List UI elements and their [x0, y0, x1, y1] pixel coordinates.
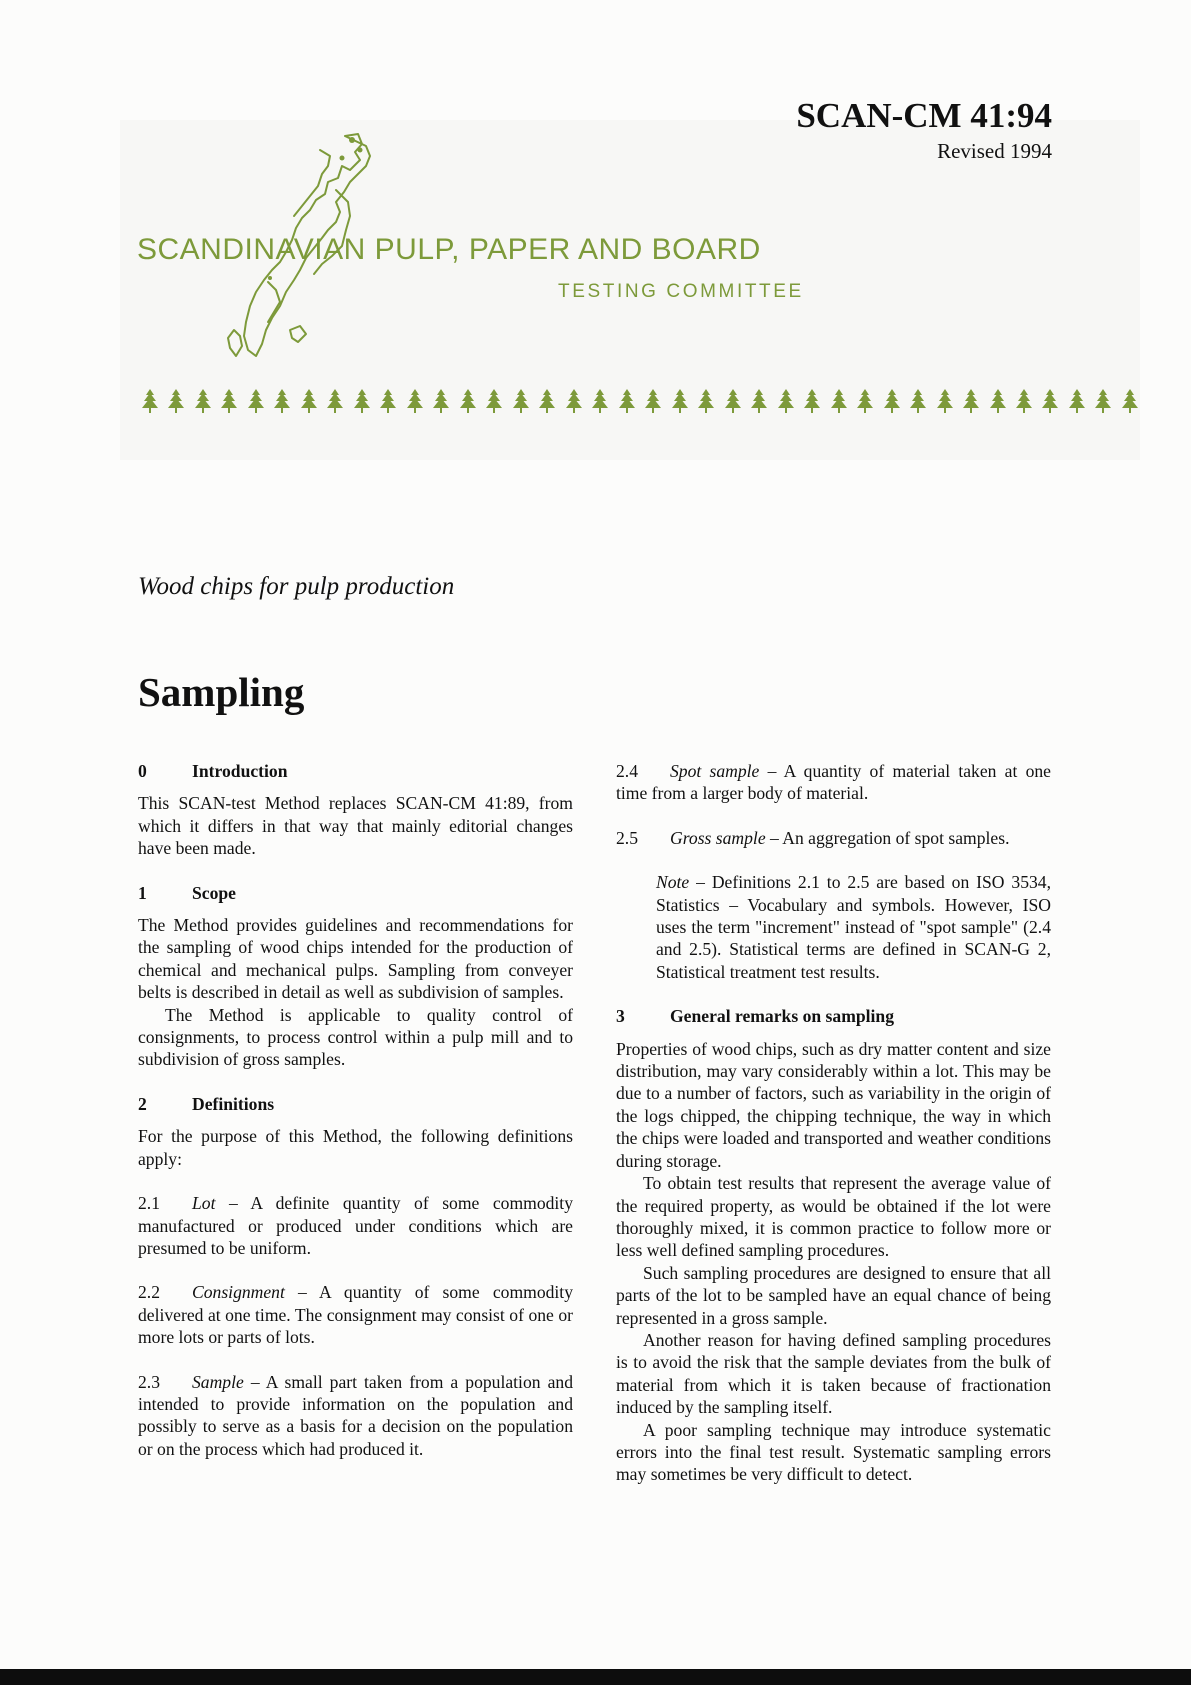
organization-subtitle: TESTING COMMITTEE: [558, 281, 804, 302]
definition-text: – A small part taken from a population and intended to provide information on the population and possibly to serve as a basis for a decision on the population or on the process which had produced it.: [138, 1371, 573, 1459]
definition-number: 2.4: [616, 761, 638, 781]
paragraph: The Method provides guidelines and recommendations for the sampling of wood chips intended for the production of chemical and mechanical pulps. Sampling from conveyer belts is described in detail as well as subdivision of samples.: [138, 915, 573, 1003]
definition-number: 2.1: [138, 1193, 160, 1214]
section-title: Definitions: [192, 1093, 275, 1114]
spruce-tree-icon: [166, 388, 186, 414]
section-title: Scope: [192, 882, 236, 903]
spruce-tree-icon: [1120, 388, 1140, 414]
organization-name: SCANDINAVIAN PULP, PAPER AND BOARD: [137, 233, 761, 266]
definition: [616, 827, 1051, 849]
section-number: 0: [138, 761, 147, 781]
definition-text: – A quantity of material taken at one time from a larger body of material.: [616, 761, 1051, 804]
paragraph: For the purpose of this Method, the following definitions apply:: [138, 1126, 573, 1169]
spruce-tree-icon: [1093, 388, 1113, 414]
definition-text: – A quantity of some commodity delivered at one time. The consignment may consist of one or more lots or parts of lots.: [138, 1282, 573, 1348]
spruce-tree-icon: [325, 388, 345, 414]
spruce-tree-icon: [776, 388, 796, 414]
section-heading: [616, 1005, 1051, 1027]
spruce-tree-icon: [590, 388, 610, 414]
paragraph: Such sampling procedures are designed to ensure that all parts of the lot to be sampled have an equal chance of being represented in a gross sample.: [616, 1262, 1051, 1328]
paragraph: Properties of wood chips, such as dry matter content and size distribution, may vary considerably within a lot. This may be due to a number of factors, such as variability in the origin of the logs chipped, the chipping technique, the way in which the chips were loaded and transported and weather conditions during storage.: [616, 1038, 1051, 1171]
section-title: Introduction: [192, 761, 288, 781]
spruce-tree-icon: [643, 388, 663, 414]
spruce-tree-icon: [484, 388, 504, 414]
spruce-tree-icon: [405, 388, 425, 414]
spruce-tree-icon: [670, 388, 690, 414]
definition-number: 2.5: [616, 827, 638, 848]
section-heading: [138, 1093, 573, 1115]
spruce-tree-icon: [988, 388, 1008, 414]
definition-term: Lot: [192, 1193, 216, 1214]
spruce-tree-icon: [431, 388, 451, 414]
spruce-tree-icon: [537, 388, 557, 414]
definition-text: – A definite quantity of some commodity manufactured or produced under conditions which are presumed to be uniform.: [138, 1193, 573, 1258]
definition-term: Sample: [192, 1371, 244, 1392]
revision-note: Revised 1994: [937, 139, 1052, 163]
spruce-tree-icon: [617, 388, 637, 414]
spruce-tree-icon: [882, 388, 902, 414]
definition-number: 2.3: [138, 1371, 160, 1392]
spruce-tree-icon: [299, 388, 319, 414]
note-label: Note: [656, 872, 690, 893]
spruce-tree-icon: [246, 388, 266, 414]
definition: [616, 760, 1051, 805]
spruce-tree-icon: [511, 388, 531, 414]
spruce-tree-icon: [378, 388, 398, 414]
paragraph: A poor sampling technique may introduce systematic errors into the final test result. Systematic sampling errors may sometimes be very difficult to detect.: [616, 1419, 1051, 1485]
tree-border: [140, 388, 1140, 418]
spruce-tree-icon: [723, 388, 743, 414]
spruce-tree-icon: [749, 388, 769, 414]
definitions-note: [656, 871, 1051, 983]
spruce-tree-icon: [802, 388, 822, 414]
section-number: 3: [616, 1006, 625, 1027]
page-bottom-edge: [0, 1669, 1191, 1685]
spruce-tree-icon: [272, 388, 292, 414]
paragraph: Another reason for having defined sampling procedures is to avoid the risk that the sample deviates from the bulk of material from which it is taken because of fractionation induced by the sampling itself.: [616, 1329, 1051, 1418]
document-code: SCAN-CM 41:94: [796, 96, 1052, 135]
section-number: 1: [138, 882, 147, 903]
definition: [138, 1281, 573, 1348]
definition: [138, 1371, 573, 1461]
definition-term: Spot sample: [670, 761, 760, 781]
spruce-tree-icon: [829, 388, 849, 414]
paragraph: This SCAN-test Method replaces SCAN-CM 41:89, from which it differs in that way that mainly editorial changes have been made.: [138, 793, 573, 859]
spruce-tree-icon: [193, 388, 213, 414]
definition-term: Gross sample: [670, 827, 766, 848]
left-column: [138, 760, 573, 1460]
spruce-tree-icon: [219, 388, 239, 414]
definition: [138, 1192, 573, 1259]
spruce-tree-icon: [855, 388, 875, 414]
spruce-tree-icon: [352, 388, 372, 414]
spruce-tree-icon: [1014, 388, 1034, 414]
spruce-tree-icon: [696, 388, 716, 414]
spruce-tree-icon: [1067, 388, 1087, 414]
definition-term: Consignment: [192, 1282, 285, 1303]
section-heading: [138, 760, 573, 782]
spruce-tree-icon: [961, 388, 981, 414]
spruce-tree-icon: [564, 388, 584, 414]
section-title: General remarks on sampling: [670, 1006, 894, 1027]
paragraph: To obtain test results that represent the average value of the required property, as would be obtained if the lot were thoroughly mixed, it is common practice to follow more or less well defined sampling procedures.: [616, 1173, 1051, 1261]
spruce-tree-icon: [908, 388, 928, 414]
paragraph: The Method is applicable to quality control of consignments, to process control within a pulp mill and to subdivision of gross samples.: [138, 1004, 573, 1070]
spruce-tree-icon: [140, 388, 160, 414]
spruce-tree-icon: [1040, 388, 1060, 414]
right-column: [616, 760, 1051, 1486]
document-title: Sampling: [138, 669, 305, 715]
definition-number: 2.2: [138, 1282, 160, 1303]
spruce-tree-icon: [458, 388, 478, 414]
note-text: – Definitions 2.1 to 2.5 are based on ISO 3534, Statistics – Vocabulary and symbols. However, ISO uses the term "increment" instead of "spot sample" (2.4 and 2.5). Statistical terms are defined in SCAN-G 2, Statistical treatment test results.: [656, 872, 1051, 982]
spruce-tree-icon: [935, 388, 955, 414]
section-heading: [138, 882, 573, 904]
section-number: 2: [138, 1093, 147, 1114]
definition-text: – An aggregation of spot samples.: [765, 827, 1010, 848]
document-subtitle: Wood chips for pulp production: [138, 573, 455, 600]
